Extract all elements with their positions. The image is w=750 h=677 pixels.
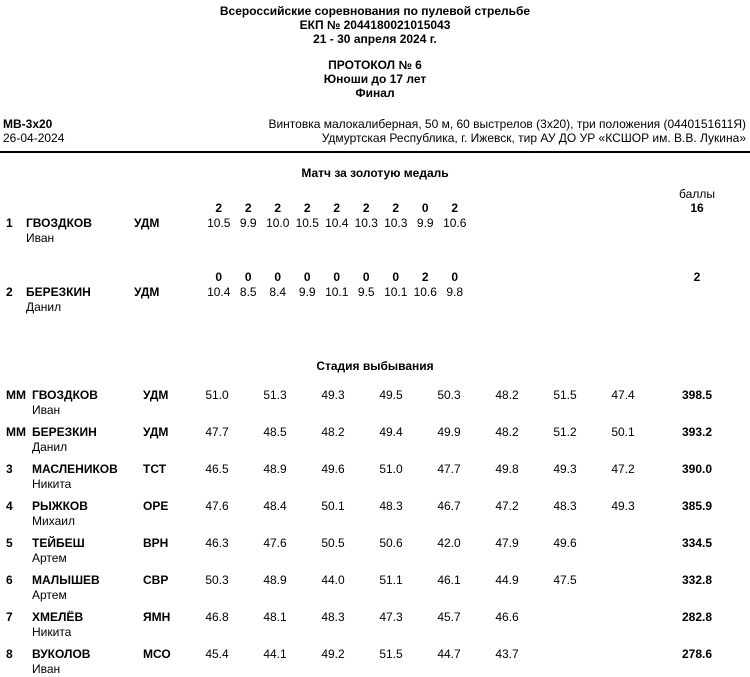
series-score: 51.0 [379,462,403,476]
athlete-surname: ГВОЗДКОВ [26,216,92,230]
series-score: 42.0 [437,536,461,550]
series-score: 49.3 [553,462,577,476]
shot-points: 2 [451,201,459,215]
athlete-rank: ММ [6,388,26,402]
athlete-surname: БЕРЕЗКИН [26,285,91,299]
athlete-rank: 1 [6,216,13,230]
series-score: 51.0 [205,388,229,402]
series-score: 43.7 [495,647,519,661]
series-score: 45.7 [437,610,461,624]
total-score: 332.8 [681,573,713,587]
discipline-description: Винтовка малокалиберная, 50 м, 60 выстрелов (3х20), три положения (0440151611Я) [268,117,746,131]
table-row [6,536,720,566]
shot-points: 2 [244,201,252,215]
athlete-rank: 4 [6,499,13,513]
series-score: 48.4 [263,499,287,513]
athlete-firstname: Иван [26,231,55,245]
athlete-surname: ТЕЙБЕШ [32,536,85,550]
athlete-firstname-row [6,231,720,246]
athlete-rank: ММ [6,425,26,439]
elimination-table [0,388,750,677]
athlete-firstname: Иван [32,662,61,676]
shot-value: 10.5 [295,216,319,230]
shot-value: 9.5 [357,285,375,299]
series-score [536,647,594,662]
shot-value: 9.8 [446,285,464,299]
total-score: 390.0 [681,462,713,476]
series-score: 44.1 [263,647,287,661]
total-score: 385.9 [681,499,713,513]
table-row [6,647,720,677]
shot-points: 0 [215,270,223,284]
shot-points: 0 [303,270,311,284]
athlete-rank: 8 [6,647,13,661]
athlete-surname: ВУКОЛОВ [32,647,91,661]
athlete-firstname-row [6,662,720,677]
series-score: 49.9 [437,425,461,439]
series-score [594,610,652,625]
series-score: 48.9 [263,573,287,587]
athlete-firstname-row [6,300,720,315]
athlete-rank: 7 [6,610,13,624]
shot-value: 10.0 [266,216,290,230]
series-score: 48.5 [263,425,287,439]
series-score: 49.3 [611,499,635,513]
series-score: 47.7 [205,425,229,439]
total-score: 278.6 [681,647,713,661]
series-score: 50.6 [379,536,403,550]
athlete-firstname-row [6,588,720,603]
athlete-region: ЯМН [143,610,171,624]
ekp-number: ЕКП № 2044180021015043 [299,18,451,32]
series-score: 51.2 [553,425,577,439]
shot-points: 2 [392,201,400,215]
series-score: 50.1 [611,425,635,439]
athlete-region: ТСТ [143,462,167,476]
athlete-firstname: Артем [32,551,67,565]
protocol-number: ПРОТОКОЛ № 6 [328,58,422,72]
series-score: 50.3 [437,388,461,402]
athlete-firstname: Никита [32,477,72,491]
athlete-row [6,610,720,625]
gold-match-header-row [6,187,720,201]
protocol-header [0,58,750,100]
series-score: 46.1 [437,573,461,587]
total-score: 398.5 [681,388,713,402]
series-score: 49.8 [495,462,519,476]
event-info [0,117,750,153]
shot-value: 10.3 [354,216,378,230]
total-points: 16 [690,201,704,215]
shot-points: 0 [392,270,400,284]
table-row [6,425,720,455]
shot-value: 10.1 [325,285,349,299]
series-score: 49.2 [321,647,345,661]
series-score: 46.6 [495,610,519,624]
stage-label: Финал [355,86,395,100]
points-row [6,270,720,285]
shot-value: 10.1 [384,285,408,299]
shot-points: 2 [215,201,223,215]
total-score: 393.2 [681,425,713,439]
series-score: 47.3 [379,610,403,624]
series-score: 47.9 [495,536,519,550]
athlete-row [6,647,720,662]
series-score: 48.3 [553,499,577,513]
series-score: 47.2 [495,499,519,513]
series-score: 48.9 [263,462,287,476]
table-row [6,610,720,640]
series-score: 44.0 [321,573,345,587]
series-score: 46.5 [205,462,229,476]
table-row [6,388,720,418]
shot-value: 9.9 [298,285,316,299]
athlete-firstname: Артем [32,588,67,602]
series-score [594,536,652,551]
athlete-row [6,285,720,300]
athlete-firstname-row [6,625,720,640]
series-score: 46.7 [437,499,461,513]
shot-value: 8.5 [239,285,257,299]
athlete-firstname-row [6,514,720,529]
shot-points: 2 [421,270,429,284]
series-score: 51.1 [379,573,403,587]
series-score [594,573,652,588]
shot-value: 10.4 [207,285,231,299]
shot-value: 9.9 [239,216,257,230]
shot-points: 0 [333,270,341,284]
athlete-firstname-row [6,477,720,492]
series-score: 51.5 [379,647,403,661]
series-score: 49.6 [553,536,577,550]
athlete-firstname-row [6,551,720,566]
athlete-rank: 6 [6,573,13,587]
series-score: 50.3 [205,573,229,587]
athlete-row [6,462,720,477]
event-code: МВ-3х20 [3,117,53,131]
athlete-firstname: Иван [32,403,61,417]
total-score: 334.5 [681,536,713,550]
total-points: 2 [693,270,701,284]
competition-title: Всероссийские соревнования по пулевой стрельбе [219,4,531,18]
athlete-row [6,573,720,588]
shot-points: 2 [303,201,311,215]
shot-value: 10.6 [413,285,437,299]
event-date: 26-04-2024 [3,131,65,145]
series-score: 47.7 [437,462,461,476]
competition-dates: 21 - 30 апреля 2024 г. [313,32,437,46]
athlete-surname: РЫЖКОВ [32,499,88,513]
series-score: 47.6 [205,499,229,513]
athlete-row [6,536,720,551]
shot-points: 0 [451,270,459,284]
series-score: 48.1 [263,610,287,624]
athlete-rank: 5 [6,536,13,550]
series-score: 48.2 [495,388,519,402]
series-score: 48.2 [321,425,345,439]
shot-points: 2 [333,201,341,215]
athlete-region: УДМ [143,425,169,439]
gold-match-athlete-block [6,201,720,246]
shot-value: 10.5 [207,216,231,230]
series-score: 46.3 [205,536,229,550]
gold-match-athlete-block [6,270,720,315]
athlete-row [6,425,720,440]
venue-description: Удмуртская Республика, г. Ижевск, тир АУ ДО УР «КСШОР им. В.В. Лукина» [321,131,746,145]
athlete-surname: МАЛЫШЕВ [32,573,100,587]
total-score: 282.8 [681,610,713,624]
shot-points: 0 [274,270,282,284]
series-score: 49.5 [379,388,403,402]
athlete-firstname: Данил [32,440,68,454]
shot-points: 2 [362,201,370,215]
athlete-region: СВР [143,573,169,587]
series-score: 47.6 [263,536,287,550]
athlete-region: УДМ [134,216,160,230]
series-score: 48.2 [495,425,519,439]
athlete-region: ВРН [143,536,169,550]
athlete-surname: БЕРЕЗКИН [32,425,97,439]
series-score: 45.4 [205,647,229,661]
shot-value: 8.4 [269,285,287,299]
points-column-label: баллы [679,187,715,201]
series-score: 51.5 [553,388,577,402]
points-row [6,201,720,216]
series-score: 47.2 [611,462,635,476]
athlete-region: ОРЕ [143,499,169,513]
series-score: 48.3 [379,499,403,513]
table-row [6,573,720,603]
athlete-row [6,499,720,514]
athlete-firstname-row [6,403,720,418]
athlete-region: УДМ [143,388,169,402]
document-header [0,0,750,46]
shot-points: 0 [362,270,370,284]
shot-value: 9.9 [416,216,434,230]
athlete-row [6,216,720,231]
series-score: 47.4 [611,388,635,402]
series-score: 44.9 [495,573,519,587]
shot-points: 0 [421,201,429,215]
athlete-region: МСО [143,647,171,661]
series-score: 49.6 [321,462,345,476]
athlete-surname: ГВОЗДКОВ [32,388,98,402]
gold-match-title: Матч за золотую медаль [301,166,449,180]
athlete-firstname: Михаил [32,514,75,528]
shot-value: 10.3 [384,216,408,230]
athlete-rank: 3 [6,462,13,476]
athlete-surname: ХМЕЛЁВ [32,610,84,624]
series-score: 48.3 [321,610,345,624]
athlete-region: УДМ [134,285,160,299]
shot-value: 10.4 [325,216,349,230]
table-row [6,462,720,492]
series-score: 46.8 [205,610,229,624]
shot-value: 10.6 [443,216,467,230]
series-score [536,610,594,625]
athlete-surname: МАСЛЕНИКОВ [32,462,118,476]
series-score: 44.7 [437,647,461,661]
series-score: 51.3 [263,388,287,402]
age-category: Юноши до 17 лет [323,72,427,86]
athlete-row [6,388,720,403]
elimination-title: Стадия выбывания [316,359,434,373]
athlete-firstname: Никита [32,625,72,639]
athlete-rank: 2 [6,285,13,299]
series-score: 50.5 [321,536,345,550]
athlete-firstname-row [6,440,720,455]
series-score [594,647,652,662]
gold-match-table [6,201,720,315]
table-row [6,499,720,529]
series-score: 47.5 [553,573,577,587]
series-score: 50.1 [321,499,345,513]
series-score: 49.4 [379,425,403,439]
athlete-firstname: Данил [26,300,62,314]
shot-points: 0 [244,270,252,284]
shot-points: 2 [274,201,282,215]
series-score: 49.3 [321,388,345,402]
